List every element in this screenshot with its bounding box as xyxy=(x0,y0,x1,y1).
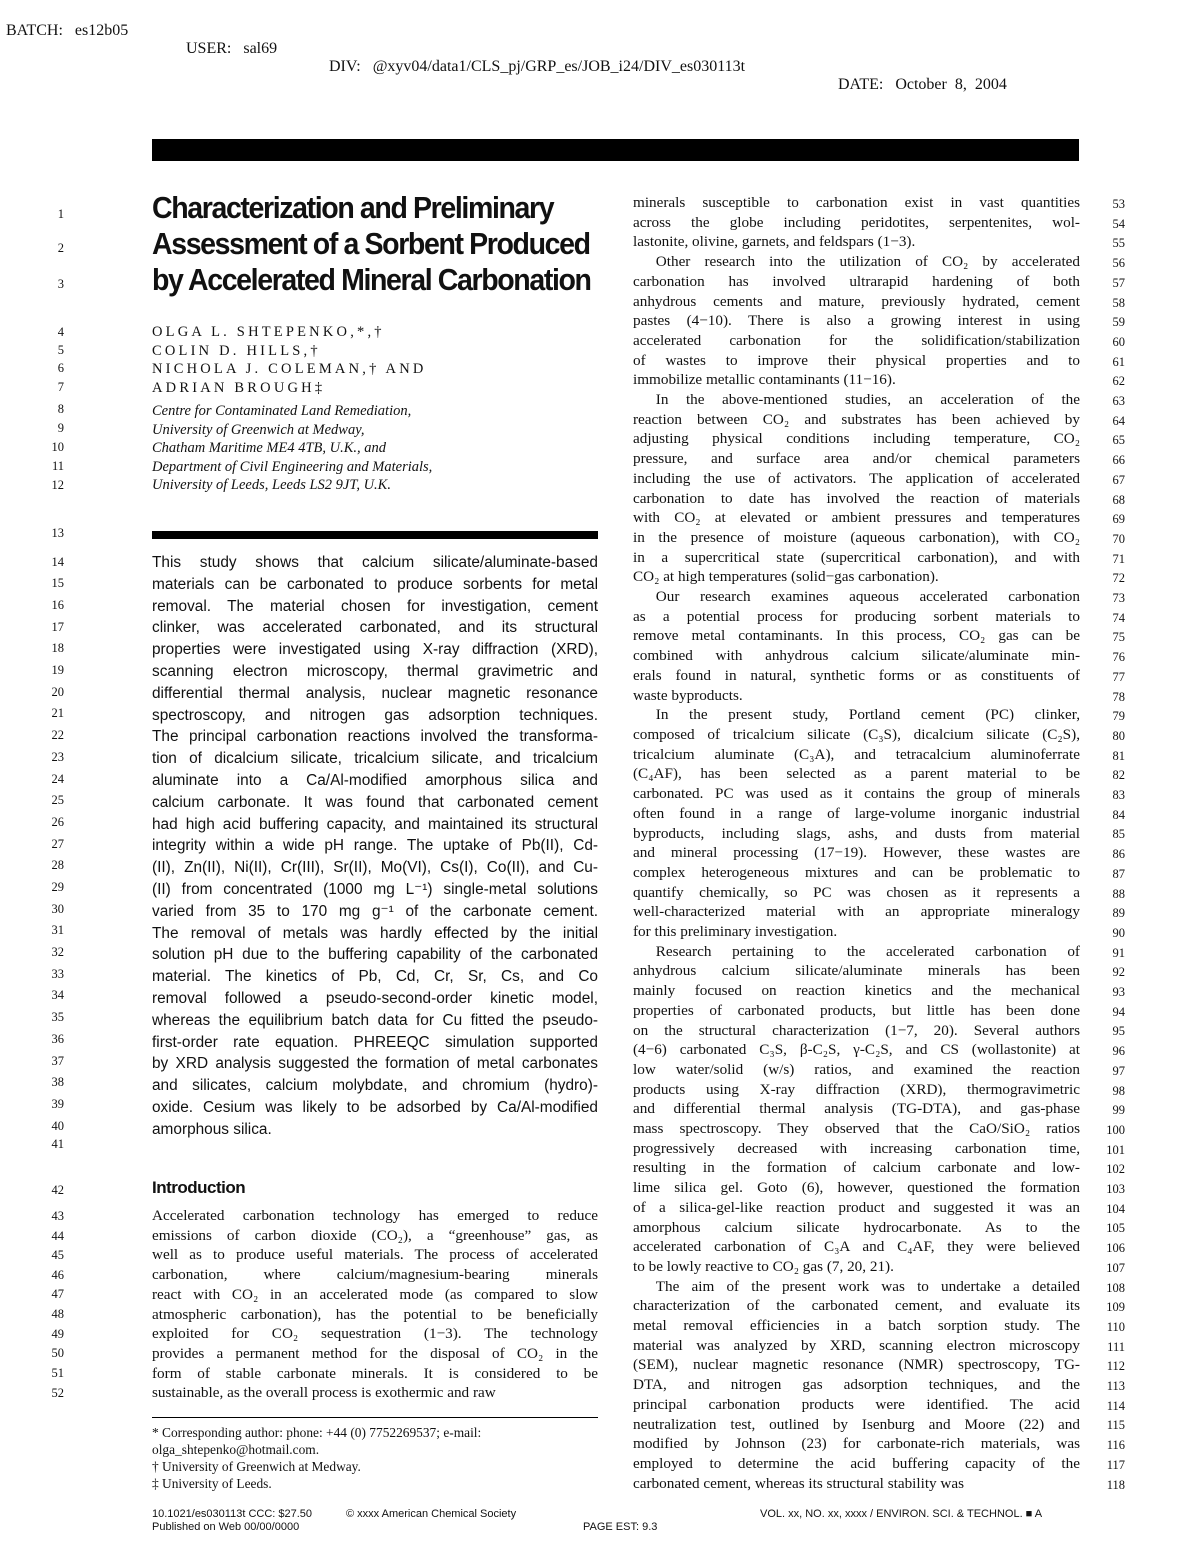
line-number: 70 xyxy=(1112,531,1125,546)
text-line: CO₂ at high temperatures (solid−gas carbonation). xyxy=(633,568,939,586)
line-number: 56 xyxy=(1112,256,1125,271)
line-number: 91 xyxy=(1112,945,1125,960)
line-number: 61 xyxy=(1112,354,1125,369)
abstract-line: by XRD analysis suggested the formation of metal carbonates xyxy=(152,1055,598,1073)
abstract-rule xyxy=(152,531,598,539)
line-number: 23 xyxy=(51,750,64,764)
line-number: 50 xyxy=(51,1346,64,1360)
line-number: 41 xyxy=(51,1137,64,1151)
text-line: in the presence of moisture (aqueous carbonation), with CO₂ xyxy=(633,528,1080,546)
abstract-line: (II) from concentrated (1000 mg L⁻¹) single-metal solutions xyxy=(152,880,598,898)
text-line: with CO₂ at elevated or ambient pressures and temperatures xyxy=(633,509,1080,527)
div-path: DIV: @xyv04/data1/CLS_pj/GRP_es/JOB_i24/DIV_es030113t xyxy=(329,58,746,75)
line-number: 26 xyxy=(51,815,64,829)
affiliation-line: Department of Civil Engineering and Materials, xyxy=(152,458,433,475)
line-number: 37 xyxy=(51,1054,64,1068)
author-line: OLGA L. SHTEPENKO,*,† xyxy=(152,324,385,340)
line-number: 114 xyxy=(1106,1398,1125,1413)
introduction-text xyxy=(152,1206,598,1403)
page-estimate: PAGE EST: 9.3 xyxy=(583,1521,658,1533)
line-number: 102 xyxy=(1106,1162,1125,1177)
text-line: material was analyzed by XRD, scanning electron microscopy xyxy=(633,1336,1080,1354)
line-number: 39 xyxy=(51,1097,64,1111)
line-number: 30 xyxy=(51,902,64,916)
line-number: 101 xyxy=(1106,1142,1125,1157)
line-number: 58 xyxy=(1112,295,1125,310)
line-number: 11 xyxy=(51,459,64,473)
abstract-line: integrity within a wide pH range. The uptake of Pb(II), Cd- xyxy=(152,837,598,855)
text-line: (4−6) carbonated C₃S, β-C₂S, γ-C₂S, and CS (wollastonite) at xyxy=(633,1041,1080,1059)
line-number: 74 xyxy=(1112,610,1125,625)
section-heading-introduction: Introduction xyxy=(152,1178,246,1197)
line-number: 19 xyxy=(51,663,64,677)
line-number: 59 xyxy=(1112,315,1125,330)
text-line: of a silica-gel-like reaction product and suggested it was an xyxy=(633,1198,1080,1216)
text-line: metal removal efficiencies in a batch sorption study. The xyxy=(633,1317,1080,1335)
footnotes xyxy=(152,1424,598,1492)
line-number: 3 xyxy=(57,277,64,291)
title-line: Assessment of a Sorbent Produced xyxy=(152,226,590,261)
line-number: 96 xyxy=(1112,1044,1125,1059)
line-number: 87 xyxy=(1112,866,1125,881)
text-line: and differential thermal analysis (TG-DTA), and gas-phase xyxy=(633,1100,1080,1118)
line-number: 105 xyxy=(1106,1221,1125,1236)
text-line: and mineral processing (17−19). However, these wastes are xyxy=(633,844,1080,862)
line-number: 5 xyxy=(57,343,64,357)
text-line: for this preliminary investigation. xyxy=(633,923,838,941)
line-number: 4 xyxy=(57,325,64,339)
line-number: 81 xyxy=(1112,748,1125,763)
text-line: neutralization test, outlined by Isenburg and Moore (22) and xyxy=(633,1415,1080,1433)
abstract-line: amorphous silica. xyxy=(152,1120,272,1138)
line-number: 73 xyxy=(1112,591,1125,605)
line-number: 29 xyxy=(51,880,64,894)
text-line: on the structural characterization (1−7, 20). Several authors xyxy=(633,1021,1080,1039)
line-number: 17 xyxy=(51,620,64,634)
text-line: adjusting physical conditions including temperature, CO₂ xyxy=(633,430,1080,448)
line-number: 32 xyxy=(51,945,64,959)
line-number: 90 xyxy=(1112,925,1125,940)
line-number: 76 xyxy=(1112,650,1125,665)
line-number: 110 xyxy=(1106,1319,1125,1334)
line-number: 53 xyxy=(1112,197,1125,211)
text-line: of wastes to improve their physical properties and to xyxy=(633,351,1080,369)
line-number: 107 xyxy=(1106,1260,1125,1275)
line-number: 48 xyxy=(51,1307,64,1321)
text-line: pastes (4−10). There is also a growing interest in using xyxy=(633,312,1080,330)
line-number: 54 xyxy=(1112,216,1125,231)
line-number: 72 xyxy=(1112,571,1125,586)
text-line: including the use of activators. The application of accelerated xyxy=(633,469,1080,487)
abstract-line: had high acid buffering capacity, and maintained its structural xyxy=(152,815,598,833)
line-number: 68 xyxy=(1112,492,1125,507)
text-line: Other research into the utilization of CO₂ by accelerated xyxy=(633,253,1080,271)
text-line: combined with anhydrous calcium silicate/aluminate min- xyxy=(633,647,1080,665)
journal-info: VOL. xx, NO. xx, xxxx / ENVIRON. SCI. & TECHNOL. ■ A xyxy=(760,1508,1043,1520)
abstract-line: and silicates, calcium molybdate, and chromium (hydro)- xyxy=(152,1077,598,1095)
text-line: emissions of carbon dioxide (CO₂), a “greenhouse” gas, as xyxy=(152,1226,598,1244)
line-number: 9 xyxy=(57,421,64,435)
line-number: 42 xyxy=(51,1183,64,1197)
line-number: 55 xyxy=(1112,236,1125,251)
line-number: 85 xyxy=(1112,827,1125,842)
text-line: pressure, and surface area and/or chemical parameters xyxy=(633,450,1080,468)
line-number: 46 xyxy=(51,1268,64,1282)
line-number: 95 xyxy=(1112,1024,1125,1039)
text-line: mainly focused on reaction kinetics and the mechanical xyxy=(633,982,1080,1000)
text-line: form of stable carbonate minerals. It is considered to be xyxy=(152,1364,598,1382)
text-line: well-characterized material with an appropriate mineralogy xyxy=(633,903,1080,921)
line-number: 21 xyxy=(51,706,64,720)
line-number: 84 xyxy=(1112,807,1125,822)
text-line: immobilize metallic contaminants (11−16). xyxy=(633,371,896,389)
affiliation-line: University of Greenwich at Medway, xyxy=(152,421,365,438)
line-number: 43 xyxy=(51,1209,64,1223)
footnote-line: ‡ University of Leeds. xyxy=(152,1476,272,1491)
abstract-line: The removal of metals was hardly effected by the initial xyxy=(152,924,598,942)
line-number: 94 xyxy=(1112,1004,1125,1019)
text-line: mass spectroscopy. They observed that the CaO/SiO₂ ratios xyxy=(633,1120,1080,1138)
text-line: quantify chemically, so PC was chosen as it represents a xyxy=(633,883,1080,901)
text-line: Research pertaining to the accelerated carbonation of xyxy=(633,942,1080,960)
text-line: progressively decreased with increasing carbonation time, xyxy=(633,1139,1080,1157)
line-number: 13 xyxy=(51,526,64,540)
line-number: 93 xyxy=(1112,985,1125,999)
line-number: 82 xyxy=(1112,768,1125,783)
abstract xyxy=(152,552,598,1141)
line-number: 88 xyxy=(1112,886,1125,901)
user-id: USER: sal69 xyxy=(186,40,278,57)
text-line: minerals susceptible to carbonation exist in vast quantities xyxy=(633,194,1080,211)
line-number: 24 xyxy=(51,772,64,786)
text-line: tricalcium aluminate (C₃A), and tetracalcium aluminoferrate xyxy=(633,745,1080,763)
line-number: 99 xyxy=(1112,1103,1125,1118)
line-number: 63 xyxy=(1112,394,1125,408)
abstract-line: clinker, was accelerated carbonated, and its structural xyxy=(152,619,598,637)
text-line: amorphous calcium silicate hydrocarbonate. As to the xyxy=(633,1218,1080,1236)
line-number: 27 xyxy=(51,837,64,851)
line-number: 64 xyxy=(1112,413,1125,428)
line-number: 115 xyxy=(1106,1418,1125,1433)
text-line: resulting in the formation of calcium carbonate and low- xyxy=(633,1159,1080,1177)
line-number: 79 xyxy=(1112,709,1125,724)
text-line: low water/solid (w/s) ratios, and examined the reaction xyxy=(633,1060,1080,1078)
article-title xyxy=(152,190,591,298)
line-number: 16 xyxy=(51,598,64,612)
line-number: 104 xyxy=(1106,1201,1125,1216)
text-line: lime silica gel. Goto (6), however, questioned the formation xyxy=(633,1179,1080,1197)
author-list xyxy=(152,323,427,397)
affiliations xyxy=(152,402,432,495)
line-number: 112 xyxy=(1106,1359,1125,1374)
title-line: Characterization and Preliminary xyxy=(152,190,554,225)
abstract-line: removal. The material chosen for investigation, cement xyxy=(152,597,598,615)
line-number: 36 xyxy=(51,1032,64,1046)
text-line: carbonation has involved ultrarapid hardening of both xyxy=(633,272,1080,290)
text-line: The aim of the present work was to undertake a detailed xyxy=(633,1277,1080,1295)
footer-left xyxy=(152,1508,312,1534)
line-number: 2 xyxy=(57,241,64,255)
date: DATE: October 8, 2004 xyxy=(838,76,1007,93)
line-number: 57 xyxy=(1112,275,1125,290)
line-number: 15 xyxy=(51,576,64,590)
text-line: lastonite, olivine, garnets, and feldspars (1−3). xyxy=(633,233,916,251)
text-line: modified by Johnson (23) for carbonate-rich materials, was xyxy=(633,1435,1080,1453)
line-number: 51 xyxy=(51,1366,64,1380)
text-line: waste byproducts. xyxy=(633,686,743,704)
line-number: 62 xyxy=(1112,374,1125,389)
title-line: by Accelerated Mineral Carbonation xyxy=(152,262,591,297)
text-line: (C₄AF), has been selected as a parent material to be xyxy=(633,765,1080,783)
line-number: 89 xyxy=(1112,906,1125,921)
line-number: 118 xyxy=(1106,1477,1125,1492)
line-number: 7 xyxy=(57,380,64,394)
line-number: 12 xyxy=(51,478,64,492)
line-number: 52 xyxy=(51,1386,64,1400)
text-line: sustainable, as the overall process is exothermic and raw xyxy=(152,1384,496,1402)
text-line: often found in a range of large-volume inorganic industrial xyxy=(633,804,1080,822)
abstract-line: oxide. Cesium was likely to be adsorbed by Ca/Al-modified xyxy=(152,1098,598,1116)
abstract-line: (II), Zn(II), Ni(II), Cr(III), Sr(II), Mo(VI), Cs(I), Co(II), and Cu- xyxy=(152,859,598,877)
text-line: Our research examines aqueous accelerated carbonation xyxy=(633,588,1080,606)
line-number: 1 xyxy=(57,207,64,221)
footnote-line: * Corresponding author: phone: +44 (0) 7752269537; e-mail: xyxy=(152,1425,482,1440)
line-number: 109 xyxy=(1106,1300,1125,1315)
author-line: COLIN D. HILLS,† xyxy=(152,342,321,359)
affiliation-line: Centre for Contaminated Land Remediation, xyxy=(152,403,412,419)
footnote-line: olga_shtepenko@hotmail.com. xyxy=(152,1442,320,1457)
abstract-line: varied from 35 to 170 mg g⁻¹ of the carbonate cement. xyxy=(152,902,598,920)
abstract-line: materials can be carbonated to produce sorbents for metal xyxy=(152,575,598,593)
text-line: exploited for CO₂ sequestration (1−3). The technology xyxy=(152,1325,598,1343)
line-number: 86 xyxy=(1112,847,1125,862)
text-line: In the above-mentioned studies, an acceleration of the xyxy=(633,391,1080,409)
text-line: in a supercritical state (supercritical carbonation), and with xyxy=(633,548,1080,566)
text-line: carbonation to date has involved the reaction of materials xyxy=(633,489,1080,507)
line-number: 47 xyxy=(51,1287,64,1301)
copyright: © xxxx American Chemical Society xyxy=(346,1508,517,1520)
line-number: 14 xyxy=(51,555,64,569)
line-number: 18 xyxy=(51,641,64,655)
text-line: byproducts, including slags, ashs, and dusts from material xyxy=(633,824,1080,842)
text-line: erals found in natural, synthetic forms or as constituents of xyxy=(633,666,1080,684)
batch-header xyxy=(6,4,1196,94)
line-number: 40 xyxy=(51,1119,64,1133)
text-line: to be lowly reactive to CO₂ gas (7, 20, 21). xyxy=(633,1257,894,1275)
text-line: anhydrous calcium silicate/aluminate minerals has been xyxy=(633,962,1080,980)
published-line: Published on Web 00/00/0000 xyxy=(152,1521,300,1533)
text-line: react with CO₂ in an accelerated mode (as compared to slow xyxy=(152,1285,598,1303)
line-number: 83 xyxy=(1112,788,1125,802)
abstract-line: solution pH due to the buffering capability of the carbonated xyxy=(152,946,598,964)
abstract-line: This study shows that calcium silicate/aluminate-based xyxy=(152,554,598,571)
text-line: properties of carbonated products, but little has been done xyxy=(633,1001,1080,1019)
line-number: 103 xyxy=(1106,1182,1125,1196)
line-number: 49 xyxy=(51,1327,64,1341)
line-number: 69 xyxy=(1112,512,1125,527)
line-number: 34 xyxy=(51,988,64,1002)
line-number: 28 xyxy=(51,858,64,872)
affiliation-line: University of Leeds, Leeds LS2 9JT, U.K. xyxy=(152,477,391,493)
right-column-text xyxy=(633,193,1080,1493)
line-number: 20 xyxy=(51,685,64,699)
text-line: as a potential process for producing sorbent materials to xyxy=(633,607,1080,625)
text-line: carbonation, where calcium/magnesium-bearing minerals xyxy=(152,1266,598,1284)
text-line: principal carbonation products were identified. The acid xyxy=(633,1395,1080,1413)
line-number: 117 xyxy=(1106,1457,1125,1472)
abstract-line: tion of dicalcium silicate, tricalcium silicate, and tricalcium xyxy=(152,750,598,768)
line-number: 31 xyxy=(51,923,64,937)
doi-line: 10.1021/es030113t CCC: $27.50 xyxy=(152,1508,313,1520)
line-number: 77 xyxy=(1112,669,1125,684)
author-line: ADRIAN BROUGH‡ xyxy=(152,379,326,396)
line-number: 106 xyxy=(1106,1241,1125,1256)
footnote-rule xyxy=(152,1417,598,1418)
line-number: 97 xyxy=(1112,1063,1125,1078)
line-number: 65 xyxy=(1112,433,1125,448)
abstract-line: scanning electron microscopy, thermal gravimetric and xyxy=(152,662,598,680)
line-number: 98 xyxy=(1112,1083,1125,1098)
line-number: 100 xyxy=(1106,1122,1125,1137)
line-number: 25 xyxy=(51,793,64,807)
text-line: provides a permanent method for the disposal of CO₂ in the xyxy=(152,1344,598,1362)
text-line: complex heterogeneous mixtures and can be problematic to xyxy=(633,863,1080,881)
line-number: 116 xyxy=(1106,1438,1125,1453)
batch-id: BATCH: es12b05 xyxy=(6,22,129,39)
line-number: 75 xyxy=(1112,630,1125,645)
text-line: well as to produce useful materials. The process of accelerated xyxy=(152,1246,598,1264)
text-line: carbonated cement, whereas its structural stability was xyxy=(633,1474,965,1492)
abstract-line: properties were investigated using X-ray diffraction (XRD), xyxy=(152,641,598,659)
line-number: 71 xyxy=(1112,551,1125,566)
text-line: anhydrous cements and mature, previously hydrated, cement xyxy=(633,292,1080,310)
line-number: 33 xyxy=(51,967,64,981)
text-line: accelerated carbonation of C₃A and C₄AF, they were believed xyxy=(633,1238,1080,1256)
abstract-line: whereas the equilibrium batch data for Cu fitted the pseudo- xyxy=(152,1011,598,1029)
text-line: employed to determine the acid buffering capacity of the xyxy=(633,1455,1080,1472)
line-number: 44 xyxy=(51,1229,64,1243)
text-line: (SEM), nuclear magnetic resonance (NMR) spectroscopy, TG- xyxy=(633,1356,1080,1374)
line-number: 38 xyxy=(51,1075,64,1089)
line-number: 35 xyxy=(51,1010,64,1024)
line-number: 113 xyxy=(1106,1379,1125,1393)
text-line: characterization of the carbonated cement, and evaluate its xyxy=(633,1297,1080,1315)
line-number: 108 xyxy=(1106,1280,1125,1295)
line-number: 10 xyxy=(51,440,64,454)
line-number: 45 xyxy=(51,1248,64,1262)
abstract-line: first-order rate equation. PHREEQC simulation supported xyxy=(152,1033,598,1051)
top-black-bar xyxy=(152,139,1079,161)
line-number: 60 xyxy=(1112,334,1125,349)
text-line: carbonated. PC was used as it contains the group of minerals xyxy=(633,785,1080,803)
abstract-line: material. The kinetics of Pb, Cd, Cr, Sr, Cs, and Co xyxy=(152,968,598,986)
line-number: 6 xyxy=(57,361,64,375)
line-number: 92 xyxy=(1112,965,1125,980)
line-number: 66 xyxy=(1112,453,1125,468)
line-number: 67 xyxy=(1112,472,1125,487)
text-line: across the globe including peridotites, serpentenites, wol- xyxy=(633,213,1080,231)
text-line: remove metal contaminants. In this process, CO₂ gas can be xyxy=(633,627,1080,645)
abstract-line: removal followed a pseudo-second-order kinetic model, xyxy=(152,989,598,1007)
abstract-line: aluminate into a Ca/Al-modified amorphous silica and xyxy=(152,771,598,789)
text-line: In the present study, Portland cement (PC) clinker, xyxy=(633,706,1080,724)
text-line: reaction between CO₂ and substrates has been achieved by xyxy=(633,410,1080,428)
text-line: products using X-ray diffraction (XRD), thermogravimetric xyxy=(633,1080,1080,1098)
line-number: 111 xyxy=(1107,1339,1125,1354)
abstract-line: calcium carbonate. It was found that carbonated cement xyxy=(152,793,598,811)
text-line: Accelerated carbonation technology has emerged to reduce xyxy=(152,1207,598,1224)
line-number: 78 xyxy=(1112,689,1125,704)
author-line: NICHOLA J. COLEMAN,† AND xyxy=(152,361,427,377)
line-number: 22 xyxy=(51,728,64,742)
affiliation-line: Chatham Maritime ME4 4TB, U.K., and xyxy=(152,440,387,456)
text-line: accelerated carbonation for the solidification/stabilization xyxy=(633,331,1080,349)
footnote-line: † University of Greenwich at Medway. xyxy=(152,1459,361,1474)
abstract-line: differential thermal analysis, nuclear magnetic resonance xyxy=(152,684,598,702)
abstract-line: spectroscopy, and nitrogen gas adsorption techniques. xyxy=(152,706,598,724)
text-line: composed of tricalcium silicate (C₃S), dicalcium silicate (C₂S), xyxy=(633,725,1080,743)
line-number: 80 xyxy=(1112,728,1125,743)
text-line: atmospheric carbonation), has the potential to be beneficially xyxy=(152,1305,598,1323)
line-number: 8 xyxy=(57,402,64,416)
abstract-line: The principal carbonation reactions involved the transforma- xyxy=(152,728,598,746)
text-line: DTA, and nitrogen gas adsorption techniques, and the xyxy=(633,1376,1080,1394)
